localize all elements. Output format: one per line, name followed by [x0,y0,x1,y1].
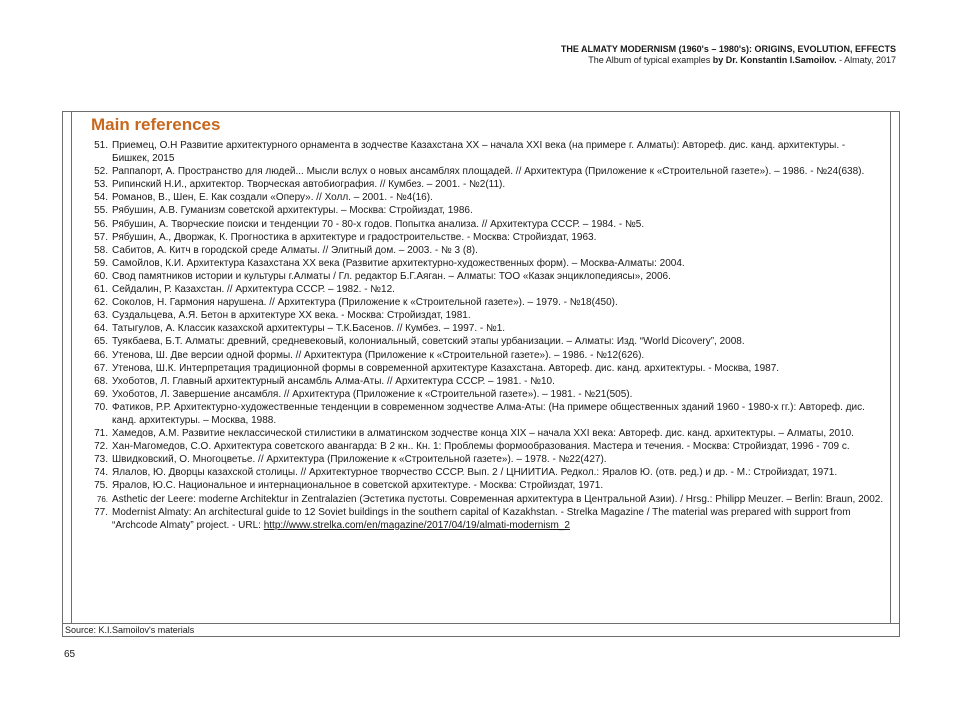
reference-text-body: Приемец, О.Н Развитие архитектурного орнамента в зодчестве Казахстана XX – начала XXI века (на примере г. Алматы): Автореф. дис. канд. архитектуры. - Бишкек, 2015 [112,140,846,165]
reference-text [112,178,885,191]
subtitle-prefix: The Album of typical examples [588,55,713,65]
reference-item [83,270,885,283]
reference-link[interactable]: http://www.strelka.com/en/magazine/2017/04/19/almati-modernism_2 [263,519,570,531]
reference-text-body: Рипинский Н.И., архитектор. Творческая автобиография. // Кумбез. – 2001. - №2(11). [112,179,506,191]
reference-text-body: Свод памятников истории и культуры г.Алматы / Гл. редактор Б.Г.Аяган. – Алматы: ТОО «Казак энциклопедиясы», 2006. [112,270,671,282]
reference-text-body: Яралов, Ю.С. Национальное и интернациональное в советской архитектуре. - Москва: Стройиздат, 1971. [112,480,604,492]
reference-item [83,283,885,296]
reference-text [112,335,885,348]
reference-text [112,309,885,322]
reference-number: 53. [94,179,108,191]
reference-item [83,388,885,401]
reference-text [112,349,885,362]
reference-text-body: Фатиков, Р.Р. Архитектурно-художественные тенденции в современном зодчестве Алма-Аты: (На примере общественных зданий 1960 - 1980-х гг.): Автореф. дис. канд. архитектуры. – Москва, 1988. [112,401,865,426]
reference-item [83,401,885,427]
reference-number: 62. [94,297,108,309]
reference-text [112,139,885,165]
reference-text-body: Соколов, Н. Гармония нарушена. // Архитектура (Приложение к «Строительной газете»). – 1979. - №18(450). [112,297,618,309]
reference-item [83,139,885,165]
reference-item [83,178,885,191]
reference-item [83,349,885,362]
reference-number: 73. [94,454,108,466]
reference-number: 52. [94,166,108,178]
reference-number: 71. [94,428,108,440]
reference-number: 60. [94,270,108,282]
reference-number: 69. [94,388,108,400]
reference-text [112,493,885,506]
reference-number: 51. [94,140,108,151]
reference-text [112,218,885,231]
reference-item [83,309,885,322]
reference-text-body: Хан-Магомедов, С.О. Архитектура советского авангарда: В 2 кн.. Кн. 1: Проблемы формообразования. Мастера и течения. - Москва: Стройиздат, 1996 - 709 с. [112,441,850,453]
reference-text [112,231,885,244]
reference-number: 76. [96,494,108,504]
reference-number: 72. [94,441,108,453]
reference-number: 67. [94,362,108,374]
reference-number: 70. [94,401,108,413]
reference-text [112,440,885,453]
reference-number: 57. [94,231,108,243]
reference-text-body: Asthetic der Leere: moderne Architektur in Zentralazien (Эстетика пустоты. Современная архитектура в Центральной Азии). / Hrsg.: Philipp Meuzer. – Berlin: Braun, 2002. [112,493,884,505]
reference-text-body: Суздальцева, А.Я. Бетон в архитектуре XX века. - Москва: Стройиздат, 1981. [112,310,471,322]
reference-text-body: Сабитов, А. Китч в городской среде Алматы. // Элитный дом. – 2003. - № 3 (8). [112,244,478,256]
reference-text-body: Ухоботов, Л. Завершение ансамбля. // Архитектура (Приложение к «Строительной газете»). – 1981. - №21(505). [112,388,633,400]
reference-item [83,231,885,244]
reference-text-body: Ухоботов, Л. Главный архитектурный ансамбль Алма-Аты. // Архитектура СССР. – 1981. - №10. [112,375,555,387]
reference-text-body: Самойлов, К.И. Архитектура Казахстана XX века (Развитие архитектурно-художественных форм). – Москва-Алматы: 2004. [112,257,685,269]
reference-item [83,466,885,479]
references-list [83,139,885,532]
reference-number: 75. [94,480,108,492]
subtitle-author: by Dr. Konstantin I.Samoilov. [712,55,837,65]
reference-number: 66. [94,349,108,361]
reference-text [112,479,885,492]
document-header [561,44,896,66]
reference-text-body: Ялалов, Ю. Дворцы казахской столицы. // Архитектурное творчество СССР. Вып. 2 / ЦНИИТИА. Редкол.: Яралов Ю. (отв. ред.) и др. - М.: Стройиздат, 1971. [112,467,838,479]
reference-text-body: Утенова, Ш.К. Интерпретация традиционной формы в современной архитектуре Казахстана. Автореф. дис. канд. архитектуры. - Москва, 1987. [112,362,780,374]
reference-item [83,191,885,204]
reference-number: 56. [94,218,108,230]
reference-number: 77. [94,506,108,518]
reference-item [83,493,885,506]
references-frame [62,111,900,637]
reference-item [83,479,885,492]
reference-text-body: Рябушин, А.В. Гуманизм советской архитектуры. – Москва: Стройиздат, 1986. [112,205,473,217]
reference-item [83,375,885,388]
reference-text-body: Туякбаева, Б.Т. Алматы: древний, средневековый, колониальный, советский этапы урбанизации. – Алматы: Изд. “World Dicovery”, 2008. [112,336,745,348]
source-note: Source: K.I.Samoilov's materials [65,625,195,635]
reference-text-body: Modernist Almaty: An architectural guide to 12 Soviet buildings in the southern capital of Kazakhstan. - Strelka Magazine / The material was prepared with support from “Archcode Almaty” project. - URL: [112,506,851,531]
reference-item [83,440,885,453]
reference-text-body: Сейдалин, Р. Казахстан. // Архитектура СССР. – 1982. - №12. [112,284,395,296]
reference-text [112,296,885,309]
section-title: Main references [91,115,221,134]
reference-number: 68. [94,375,108,387]
reference-text [112,257,885,270]
reference-number: 63. [94,310,108,322]
reference-item [83,296,885,309]
reference-text-body: Рябушин, А., Дворжак, К. Прогностика в архитектуре и градостроительстве. - Москва: Стройиздат, 1963. [112,231,597,243]
reference-text-body: Рябушин, А. Творческие поиски и тенденции 70 - 80-х годов. Попытка анализа. // Архитектура СССР. – 1984. - №5. [112,218,645,230]
reference-text [112,283,885,296]
reference-item [83,165,885,178]
reference-text [112,244,885,257]
reference-text [112,165,885,178]
reference-number: 65. [94,336,108,348]
reference-item [83,335,885,348]
reference-number: 61. [94,284,108,296]
reference-number: 55. [94,205,108,217]
reference-number: 59. [94,257,108,269]
reference-item [83,362,885,375]
reference-text [112,204,885,217]
reference-text [112,401,885,427]
reference-text [112,506,885,532]
reference-text [112,322,885,335]
reference-number: 64. [94,323,108,335]
reference-text [112,375,885,388]
reference-item [83,506,885,532]
reference-item [83,204,885,217]
reference-item [83,218,885,231]
reference-text-body: Утенова, Ш. Две версии одной формы. // Архитектура (Приложение к «Строительной газете»). – 1986. - №12(626). [112,349,645,361]
reference-text [112,427,885,440]
reference-text-body: Хамедов, А.М. Развитие неклассической стилистики в алматинском зодчестве конца XIX – начала XXI века: Автореф. дис. канд. архитектуры. – Алматы, 2010. [112,428,854,440]
reference-number: 54. [94,192,108,204]
reference-text-body: Татыгулов, А. Классик казахской архитектуры – Т.К.Басенов. // Кумбез. – 1997. - №1. [112,323,506,335]
document-title: THE ALMATY MODERNISM (1960's – 1980's): ORIGINS, EVOLUTION, EFFECTS [560,44,896,54]
reference-number: 58. [94,244,108,256]
subtitle-suffix: - Almaty, 2017 [836,55,896,65]
reference-text [112,388,885,401]
document-subtitle [561,55,896,66]
reference-item [83,257,885,270]
reference-text [112,191,885,204]
reference-text-body: Швидковский, О. Многоцветье. // Архитектура (Приложение к «Строительной газете»). – 1978. - №22(427). [112,454,607,466]
reference-text [112,466,885,479]
reference-text [112,362,885,375]
reference-text [112,453,885,466]
reference-number: 74. [94,467,108,479]
reference-item [83,427,885,440]
reference-text-body: Раппапорт, А. Пространство для людей... Мысли вслух о новых ансамблях площадей. // Архитектура (Приложение к «Строительной газете»). – 1986. - №24(638). [112,166,865,178]
reference-text-body: Романов, В., Шен, Е. Как создали «Оперу». // Холл. – 2001. - №4(16). [112,192,433,204]
reference-text [112,270,885,283]
reference-item [83,322,885,335]
reference-item [83,453,885,466]
page-number: 65 [64,649,76,660]
reference-item [83,244,885,257]
